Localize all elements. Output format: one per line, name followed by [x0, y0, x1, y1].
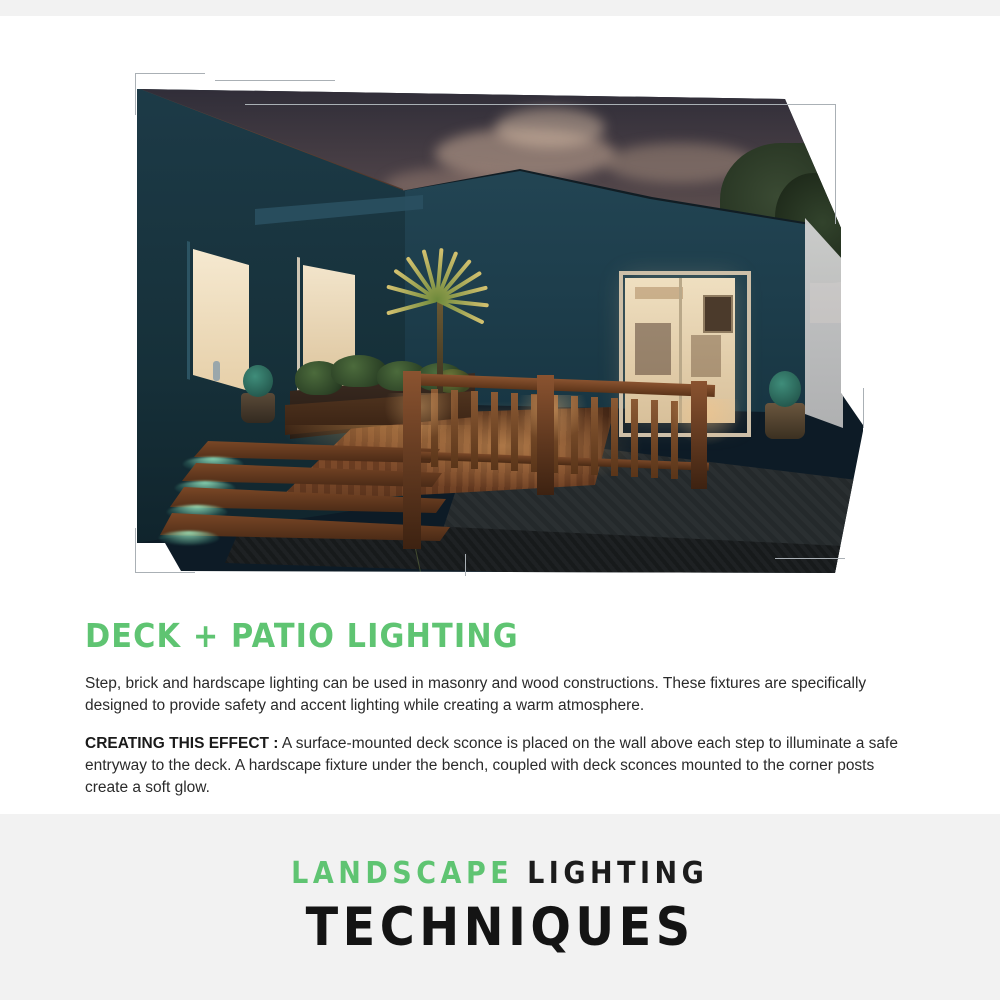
effect-paragraph [85, 733, 913, 799]
crop-mark [863, 388, 864, 428]
corner-post [403, 371, 421, 549]
planter-pot [765, 403, 805, 439]
corner-post [691, 381, 707, 489]
page-title: DECK + PATIO LIGHTING [85, 616, 519, 655]
crop-mark [135, 73, 205, 74]
step-light-glow [159, 531, 219, 545]
effect-text: A surface-mounted deck sconce is placed on the wall above each step to illuminate a safe entryway to the deck. A hardscape fixture under the bench, coupled with deck sconces mounted to the corner posts create a soft glow. [85, 735, 898, 796]
footer [0, 814, 1000, 1000]
footer-line-1 [291, 856, 708, 891]
text-content [85, 616, 915, 815]
crop-mark [835, 104, 836, 224]
corner-post [537, 375, 554, 495]
deck-patio-illustration [135, 58, 865, 583]
baluster [631, 399, 638, 477]
door-handle [213, 361, 220, 381]
baluster [591, 397, 598, 475]
content-card [0, 16, 1000, 814]
topiary-plant [769, 371, 801, 407]
crop-mark [135, 528, 136, 573]
wall-art [703, 295, 733, 333]
cloud [495, 108, 605, 148]
footer-word-techniques: TECHNIQUES [305, 897, 695, 958]
planter-pot [241, 393, 275, 423]
baluster [491, 392, 498, 470]
scene-render [135, 73, 865, 573]
deck-railing [405, 361, 715, 551]
intro-paragraph: Step, brick and hardscape lighting can be used in masonry and wood constructions. These fixtures are specifically designed to provide safety and accent lighting while creating a warm atmosphere. [85, 675, 867, 714]
baluster [471, 391, 478, 469]
effect-label: CREATING THIS EFFECT : [85, 735, 279, 752]
crop-mark [135, 73, 136, 115]
crop-mark [135, 572, 195, 573]
footer-word-landscape: LANDSCAPE [291, 856, 514, 891]
house-right-wall [805, 218, 865, 463]
crop-mark [215, 80, 335, 81]
baluster [651, 400, 658, 478]
footer-word-lighting: LIGHTING [527, 856, 709, 891]
topiary-plant [243, 365, 273, 397]
baluster [611, 398, 618, 476]
